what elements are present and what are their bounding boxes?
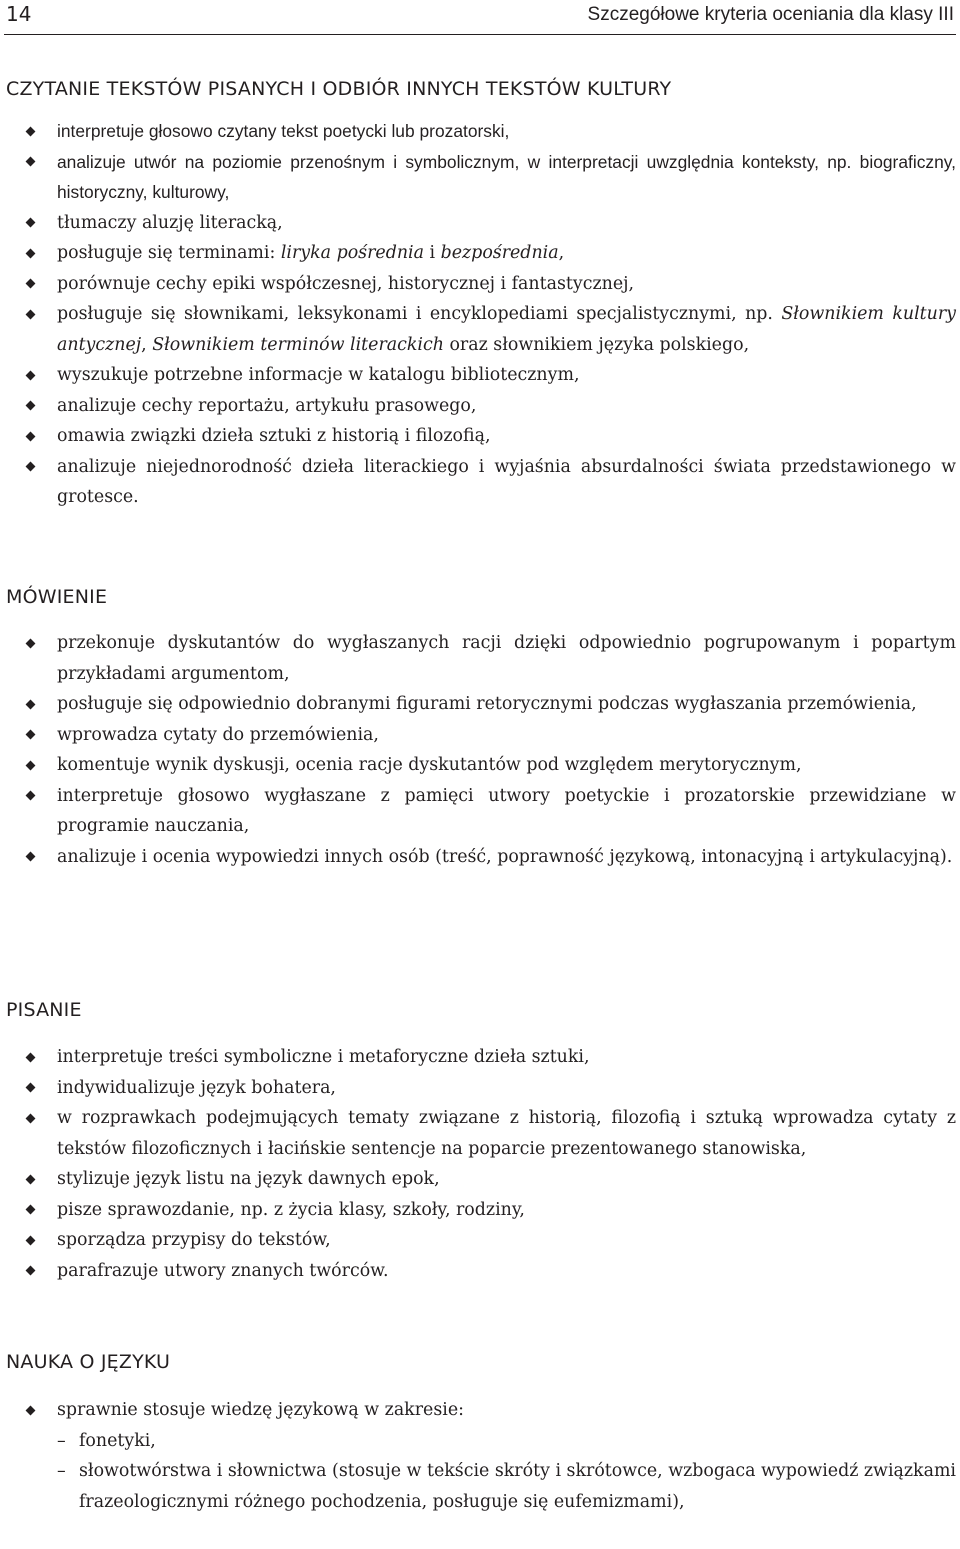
diamond-bullet-icon (25, 791, 35, 801)
diamond-bullet-icon (25, 852, 35, 862)
diamond-bullet-icon (25, 218, 35, 228)
diamond-bullet-icon (25, 1235, 35, 1245)
list-mowienie (0, 628, 956, 872)
list-item: interpretuje głosowo wygłaszane z pamięci utwory poetyckie i prozatorskie przewidziane w programie nauczania, (0, 781, 956, 842)
list-pisanie (0, 1042, 956, 1286)
list-item: posługuje się odpowiednio dobranymi figurami retorycznymi podczas wygłaszania przemówienia, (0, 689, 956, 720)
diamond-bullet-icon (25, 1205, 35, 1215)
diamond-bullet-icon (25, 370, 35, 380)
diamond-bullet-icon (25, 1083, 35, 1093)
list-item: sprawnie stosuje wiedzę językową w zakresie: – fonetyki, – słowotwórstwa i słownictwa (stosuje w tekście skróty i skrótowce, wzbogaca wypowiedź związkami frazeologicznymi różnego pochodzenia, posługuje się eufemizmami), (0, 1395, 956, 1517)
sub-list-item: – słowotwórstwa i słownictwa (stosuje w tekście skróty i skrótowce, wzbogaca wypowiedź związkami frazeologicznymi różnego pochodzenia, posługuje się eufemizmami), (57, 1456, 956, 1517)
sub-list-item: – fonetyki, (57, 1426, 956, 1457)
diamond-bullet-icon (25, 401, 35, 411)
list-item: sporządza przypisy do tekstów, (0, 1225, 956, 1256)
list-item: indywidualizuje język bohatera, (0, 1073, 956, 1104)
list-item: wprowadza cytaty do przemówienia, (0, 720, 956, 751)
diamond-bullet-icon (25, 126, 35, 136)
section-heading-czytanie: CZYTANIE TEKSTÓW PISANYCH I ODBIÓR INNYCH TEKSTÓW KULTURY (6, 78, 672, 100)
list-czytanie (0, 116, 956, 513)
diamond-bullet-icon (25, 1174, 35, 1184)
diamond-bullet-icon (25, 699, 35, 709)
diamond-bullet-icon (25, 1113, 35, 1123)
page-number: 14 (6, 2, 32, 26)
list-item: analizuje cechy reportażu, artykułu prasowego, (0, 391, 956, 422)
diamond-bullet-icon (25, 1266, 35, 1276)
list-item: parafrazuje utwory znanych twórców. (0, 1256, 956, 1287)
list-item: interpretuje treści symboliczne i metaforyczne dzieła sztuki, (0, 1042, 956, 1073)
diamond-bullet-icon (25, 462, 35, 472)
diamond-bullet-icon (25, 431, 35, 441)
list-item: interpretuje głosowo czytany tekst poetycki lub prozatorski, (0, 116, 956, 147)
list-item: posługuje się słownikami, leksykonami i encyklopediami specjalistycznymi, np. Słownikiem kultury antycznej, Słownikiem terminów literackich oraz słownikiem języka polskiego, (0, 299, 956, 360)
dash-bullet: – (57, 1461, 66, 1481)
list-item: komentuje wynik dyskusji, ocenia racje dyskutantów pod względem merytorycznym, (0, 750, 956, 781)
section-heading-nauka-o-jezyku: NAUKA O JĘZYKU (6, 1351, 171, 1373)
section-heading-pisanie: PISANIE (6, 999, 82, 1021)
list-nauka-o-jezyku (0, 1395, 956, 1517)
list-item: analizuje i ocenia wypowiedzi innych osób (treść, poprawność językową, intonacyjną i artykulacyjną). (0, 842, 956, 873)
list-item: porównuje cechy epiki współczesnej, historycznej i fantastycznej, (0, 269, 956, 300)
list-item: tłumaczy aluzję literacką, (0, 208, 956, 239)
list-item: stylizuje język listu na język dawnych epok, (0, 1164, 956, 1195)
diamond-bullet-icon (25, 730, 35, 740)
section-heading-mowienie: MÓWIENIE (6, 586, 108, 608)
diamond-bullet-icon (25, 638, 35, 648)
diamond-bullet-icon (25, 1052, 35, 1062)
diamond-bullet-icon (25, 1405, 35, 1415)
diamond-bullet-icon (25, 157, 35, 167)
diamond-bullet-icon (25, 279, 35, 289)
list-item: w rozprawkach podejmujących tematy związane z historią, filozofią i sztuką wprowadza cytaty z tekstów filozoficznych i łacińskie sentencje na poparcie prezentowanego stanowiska, (0, 1103, 956, 1164)
list-item: analizuje niejednorodność dzieła literackiego i wyjaśnia absurdalności świata przedstawionego w grotesce. (0, 452, 956, 513)
list-item: przekonuje dyskutantów do wygłaszanych racji dzięki odpowiednio pogrupowanym i popartym przykładami argumentom, (0, 628, 956, 689)
list-item: analizuje utwór na poziomie przenośnym i symbolicznym, w interpretacji uwzględnia konteksty, np. biograficzny, historyczny, kulturowy, (0, 147, 956, 208)
list-item: pisze sprawozdanie, np. z życia klasy, szkoły, rodziny, (0, 1195, 956, 1226)
list-item: omawia związki dzieła sztuki z historią i filozofią, (0, 421, 956, 452)
dash-bullet: – (57, 1430, 66, 1451)
sub-list (57, 1426, 956, 1518)
diamond-bullet-icon (25, 248, 35, 258)
list-item: wyszukuje potrzebne informacje w katalogu bibliotecznym, (0, 360, 956, 391)
diamond-bullet-icon (25, 760, 35, 770)
running-title: Szczegółowe kryteria oceniania dla klasy III (587, 4, 954, 25)
list-item: posługuje się terminami: liryka pośrednia i bezpośrednia, (0, 238, 956, 269)
page-header (4, 0, 956, 35)
diamond-bullet-icon (25, 309, 35, 319)
